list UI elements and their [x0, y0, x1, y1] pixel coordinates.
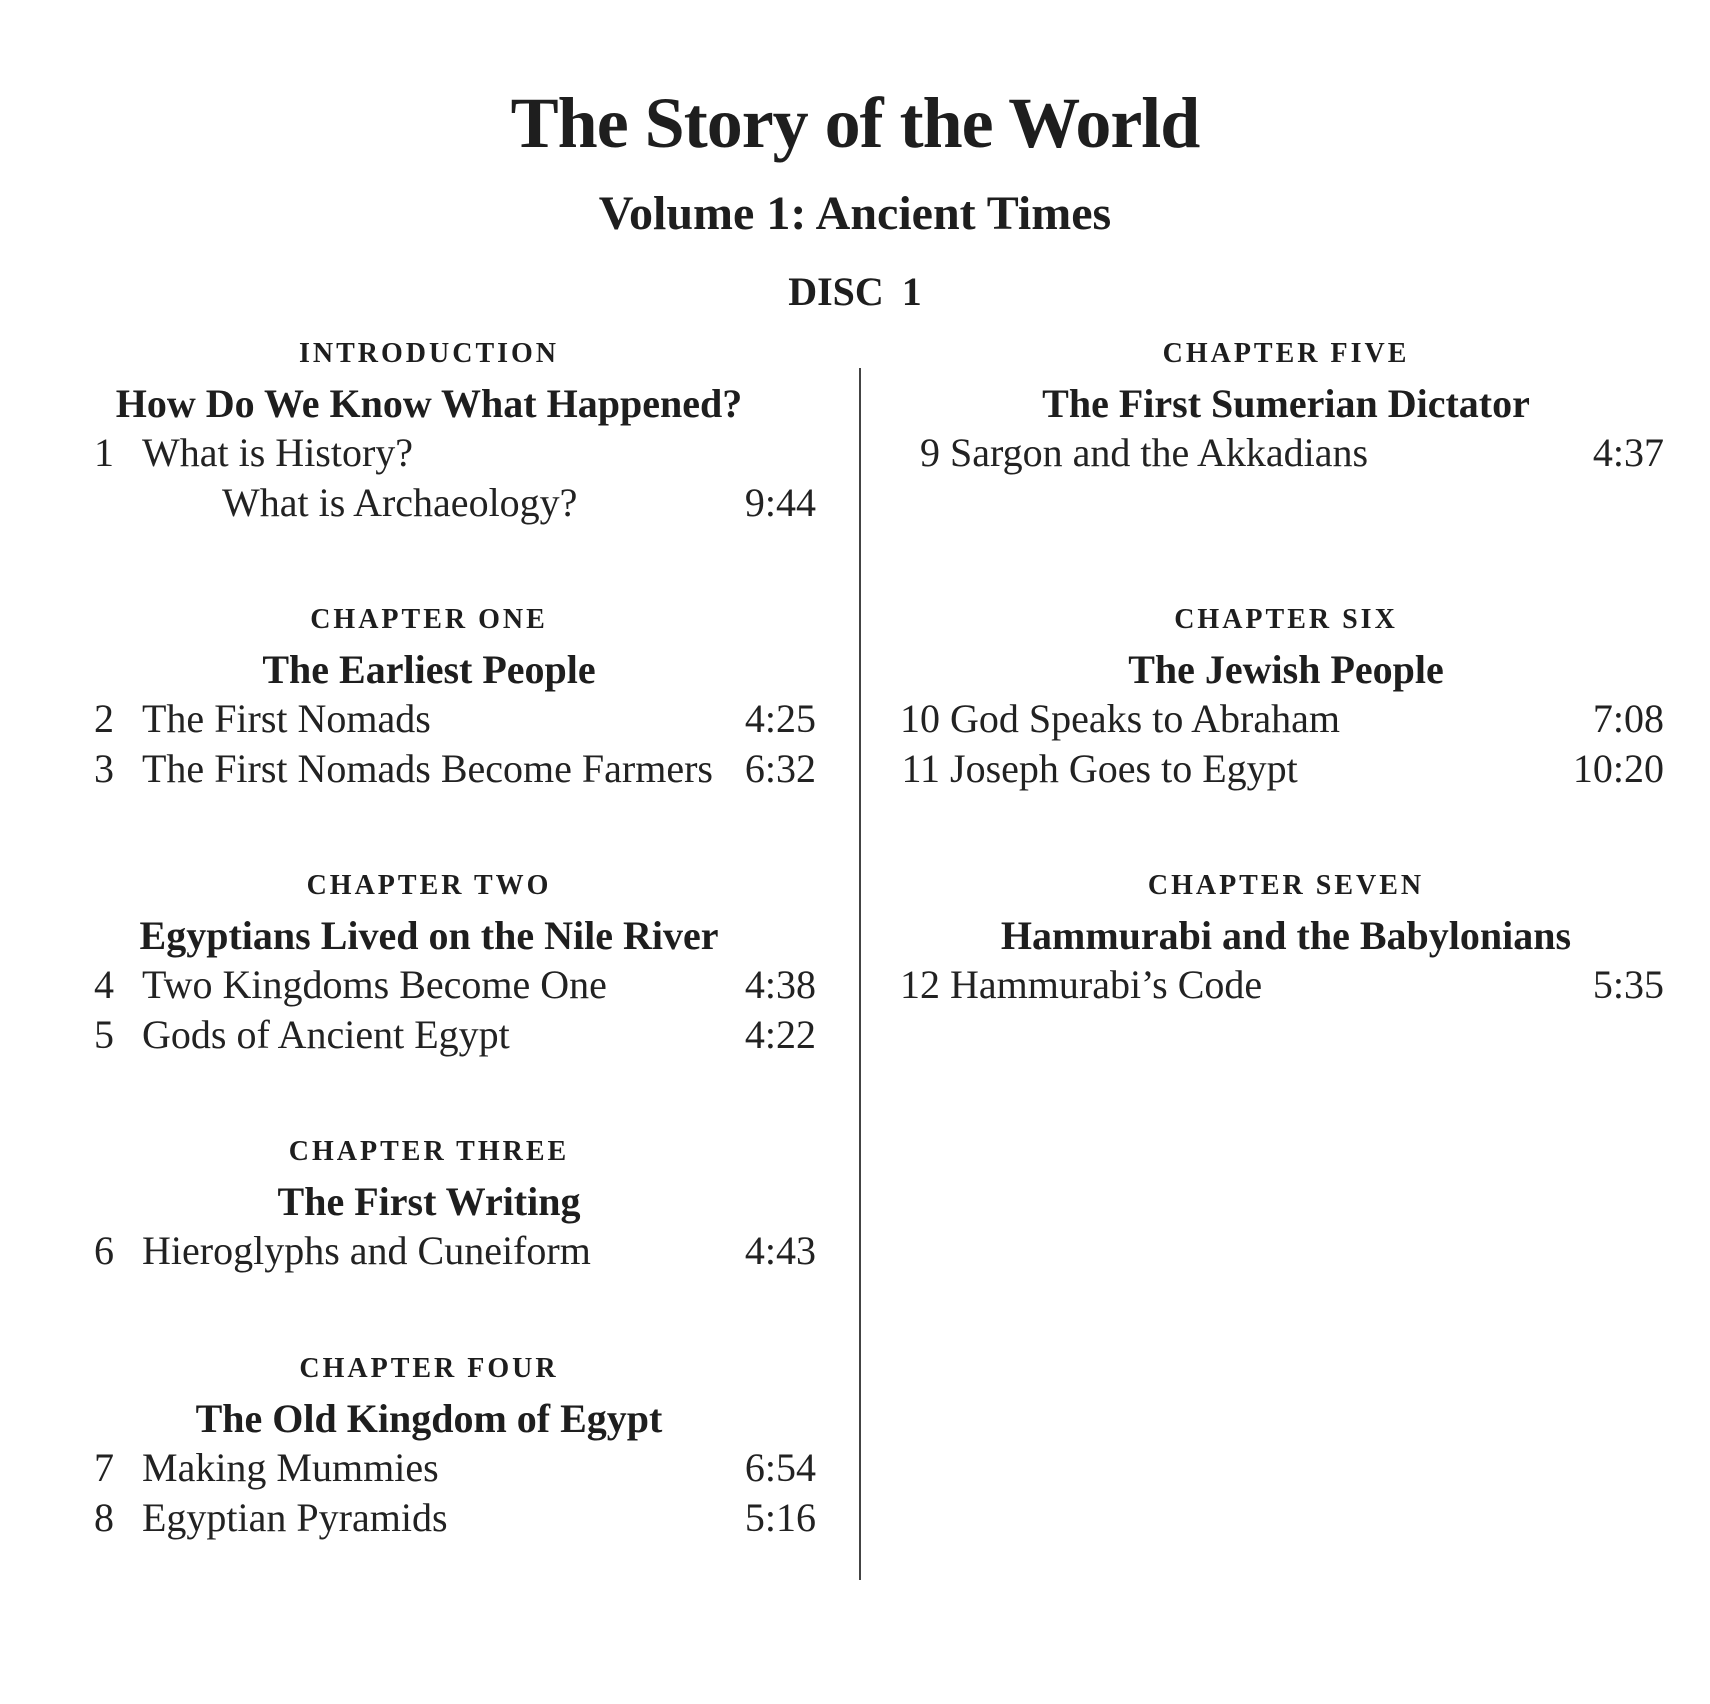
- track-number: 8: [94, 1495, 114, 1540]
- chapter-label: CHAPTER SIX: [1174, 604, 1398, 635]
- chapter-title: The Jewish People: [1128, 647, 1444, 692]
- track-number: 11: [901, 746, 940, 791]
- disc-label: DISC 1: [788, 269, 922, 314]
- track-number: 2: [94, 696, 114, 741]
- chapter-title: The Earliest People: [262, 647, 596, 692]
- track-title: Hammurabi’s Code: [950, 962, 1263, 1007]
- track-time: 7:08: [1592, 696, 1664, 741]
- track-row: [0, 428, 858, 528]
- track-row: [862, 744, 1710, 794]
- track-row: [0, 1010, 858, 1060]
- chapter-title: Egyptians Lived on the Nile River: [139, 913, 719, 958]
- chapter-label: CHAPTER SEVEN: [1147, 870, 1425, 901]
- track-title: Making Mummies: [142, 1445, 439, 1490]
- track-time: 6:32: [744, 746, 816, 791]
- track-time: 9:44: [744, 480, 816, 525]
- chapter-label: CHAPTER THREE: [288, 1136, 570, 1167]
- chapter-introduction: [0, 336, 858, 528]
- chapter-six: [862, 602, 1710, 794]
- track-time: 4:25: [744, 696, 816, 741]
- track-number: 6: [94, 1228, 114, 1273]
- track-title: Gods of Ancient Egypt: [142, 1012, 510, 1057]
- track-time: 10:20: [1572, 746, 1664, 791]
- chapter-five: [862, 336, 1710, 478]
- track-number: 10: [900, 696, 940, 741]
- track-number: 5: [94, 1012, 114, 1057]
- track-title: God Speaks to Abraham: [950, 696, 1340, 741]
- chapter-one: [0, 602, 858, 794]
- chapter-label: INTRODUCTION: [298, 338, 560, 369]
- track-row: [862, 960, 1710, 1010]
- track-title: Hieroglyphs and Cuneiform: [142, 1228, 591, 1273]
- chapter-title: Hammurabi and the Babylonians: [1000, 913, 1572, 958]
- track-row: [0, 960, 858, 1010]
- track-number: 3: [94, 746, 114, 791]
- track-time: 4:37: [1592, 430, 1664, 475]
- column-divider: [859, 368, 861, 1580]
- chapter-label: CHAPTER ONE: [310, 604, 548, 635]
- chapter-title: The First Sumerian Dictator: [1042, 381, 1530, 426]
- track-title: Joseph Goes to Egypt: [950, 746, 1298, 791]
- track-number: 12: [900, 962, 940, 1007]
- track-title: Egyptian Pyramids: [142, 1495, 448, 1540]
- track-row: [0, 744, 858, 794]
- chapter-title: How Do We Know What Happened?: [115, 381, 743, 426]
- track-time: 5:16: [744, 1495, 816, 1540]
- chapter-title: The First Writing: [277, 1179, 581, 1224]
- chapter-label: CHAPTER FIVE: [1162, 338, 1410, 369]
- track-number: 9: [920, 430, 940, 475]
- track-row: [862, 694, 1710, 744]
- track-time: 4:38: [744, 962, 816, 1007]
- track-title-continued: What is Archaeology?: [222, 480, 578, 525]
- chapter-seven: [862, 868, 1710, 1010]
- chapter-three: [0, 1134, 858, 1276]
- track-title: What is History?: [142, 430, 414, 475]
- track-number: 1: [94, 430, 114, 475]
- chapter-label: CHAPTER TWO: [306, 870, 552, 901]
- track-row: [0, 694, 858, 744]
- chapter-two: [0, 868, 858, 1060]
- chapter-four: [0, 1351, 858, 1543]
- track-row: [0, 1226, 858, 1276]
- page-subtitle: Volume 1: Ancient Times: [598, 187, 1112, 240]
- track-time: 4:43: [744, 1228, 816, 1273]
- track-row: [0, 1493, 858, 1543]
- track-number: 7: [94, 1445, 114, 1490]
- track-time: 4:22: [744, 1012, 816, 1057]
- track-title: The First Nomads Become Farmers: [142, 746, 713, 791]
- track-row: [0, 1443, 858, 1493]
- track-number: 4: [94, 962, 114, 1007]
- page-title: The Story of the World: [510, 83, 1200, 163]
- track-title: The First Nomads: [142, 696, 431, 741]
- chapter-title: The Old Kingdom of Egypt: [195, 1396, 663, 1441]
- track-title: Sargon and the Akkadians: [950, 430, 1369, 475]
- track-time: 5:35: [1592, 962, 1664, 1007]
- chapter-label: CHAPTER FOUR: [299, 1353, 559, 1384]
- track-row: [862, 428, 1710, 478]
- track-title: Two Kingdoms Become One: [142, 962, 607, 1007]
- track-time: 6:54: [744, 1445, 816, 1490]
